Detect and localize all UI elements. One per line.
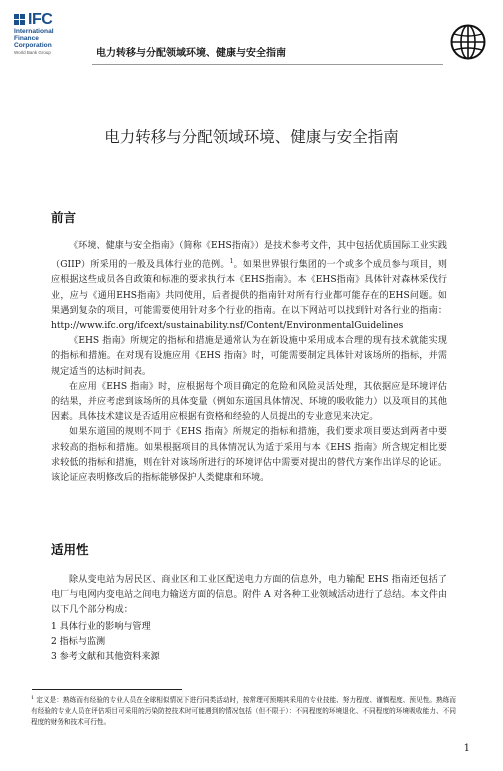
running-header: 电力转移与分配领域环境、健康与安全指南	[96, 48, 286, 59]
world-bank-globe-icon	[450, 24, 486, 60]
applicability-paragraph-1: 除从变电站为居民区、商业区和工业区配送电力方面的信息外，电力输配 EHS 指南还包括了电厂与电网内变电站之间电力输送方面的信息。附件 A 对各种工业领域活动进行了总结。本文件由以下几个部分构成：	[51, 575, 447, 616]
logo-line-2: Finance	[14, 35, 39, 43]
footnote-mark: 1	[31, 695, 35, 701]
list-item: 2 指标与监测	[51, 637, 106, 648]
preface-paragraph-1: 《环境、健康与安全指南》（简称《EHS指南》）是技术参考文件，其中包括优质国际工业实践（GIIP）所采用的一般及具体行业的范例。$^1$。如果世界银行集团的一个或多个成员参与项目，则应根据这些成员各自政策和标准的要求执行本《EHS指南》。本《EHS指南》具体针对森林采伐行业，应与《通用EHS指南》共同使用，后者提供的指南针对所有行业都可能存在的EHS问题。如果遇到复杂的项目，可能需要使用针对多个行业的指南。在以下网站可以找到针对各行业的指南：http://www.ifc.org/ifcext/sustainability.nsf/Content/EnvironmentalGuidelines	[51, 241, 447, 332]
footnote-text: 定义是：熟练而有经验的专业人员在全球相似情况下进行同类活动时，按常理可预期其采用的专业技能、努力程度、谨慎程度、预见性。熟练而有经验的专业人员在评估项目可采用的污染防控技术时可能遇到的情况包括（但不限于）：不同程度的环境退化、不同程度的环境吸收能力、不同程度的财务和技术可行性。	[31, 696, 456, 727]
preface-paragraph-4: 如果东道国的规则不同于《EHS 指南》所规定的指标和措施，我们要求项目要达到两者中要求较高的指标和措施。如果根据项目的具体情况认为适于采用与本《EHS 指南》所含规定相比要求较低的指标和措施，则在针对该场所进行的环境评估中需要对提出的替代方案作出详尽的论证。该论证应表明修改后的指标能够保护人类健康和环境。	[51, 427, 447, 484]
ifc-mark-icon	[14, 14, 26, 26]
logo-mark-text: IFC	[28, 11, 53, 28]
footnote	[31, 693, 456, 728]
preface-body	[51, 239, 447, 486]
contents-list	[51, 620, 447, 666]
section-heading-applicability: 适用性	[51, 543, 89, 557]
preface-paragraph-2: 《EHS 指南》所规定的指标和措施是通常认为在新设施中采用成本合理的现有技术就能实现的指标和措施。在对现有设施应用《EHS 指南》时，可能需要制定具体针对该场所的指标，并需规定适当的达标时间表。	[51, 336, 447, 377]
logo-sub: World Bank Group	[14, 49, 51, 55]
page-number: 1	[463, 743, 470, 754]
document-title: 电力转移与分配领域环境、健康与安全指南	[104, 128, 399, 146]
list-item: 1 具体行业的影响与管理	[51, 622, 151, 632]
section-heading-preface: 前言	[51, 211, 77, 225]
logo-line-3: Corporation	[14, 42, 52, 50]
preface-paragraph-3: 在应用《EHS 指南》时，应根据每个项目确定的危险和风险灵活处理，其依据应是环境评估的结果，并应考虑到该场所的具体变量（例如东道国具体情况、环境的吸收能力）以及项目的其他因素。具体技术建议是否适用应根据有资格和经验的人员提出的专业意见来决定。	[51, 381, 447, 423]
header-divider	[92, 64, 443, 65]
list-item: 3 参考文献和其他资料来源	[51, 652, 160, 663]
ifc-logo	[14, 12, 86, 56]
footnote-divider	[32, 689, 182, 690]
applicability-body	[51, 573, 447, 619]
logo-line-1: International	[14, 28, 54, 35]
footnote-ref[interactable]: 1	[229, 258, 234, 266]
